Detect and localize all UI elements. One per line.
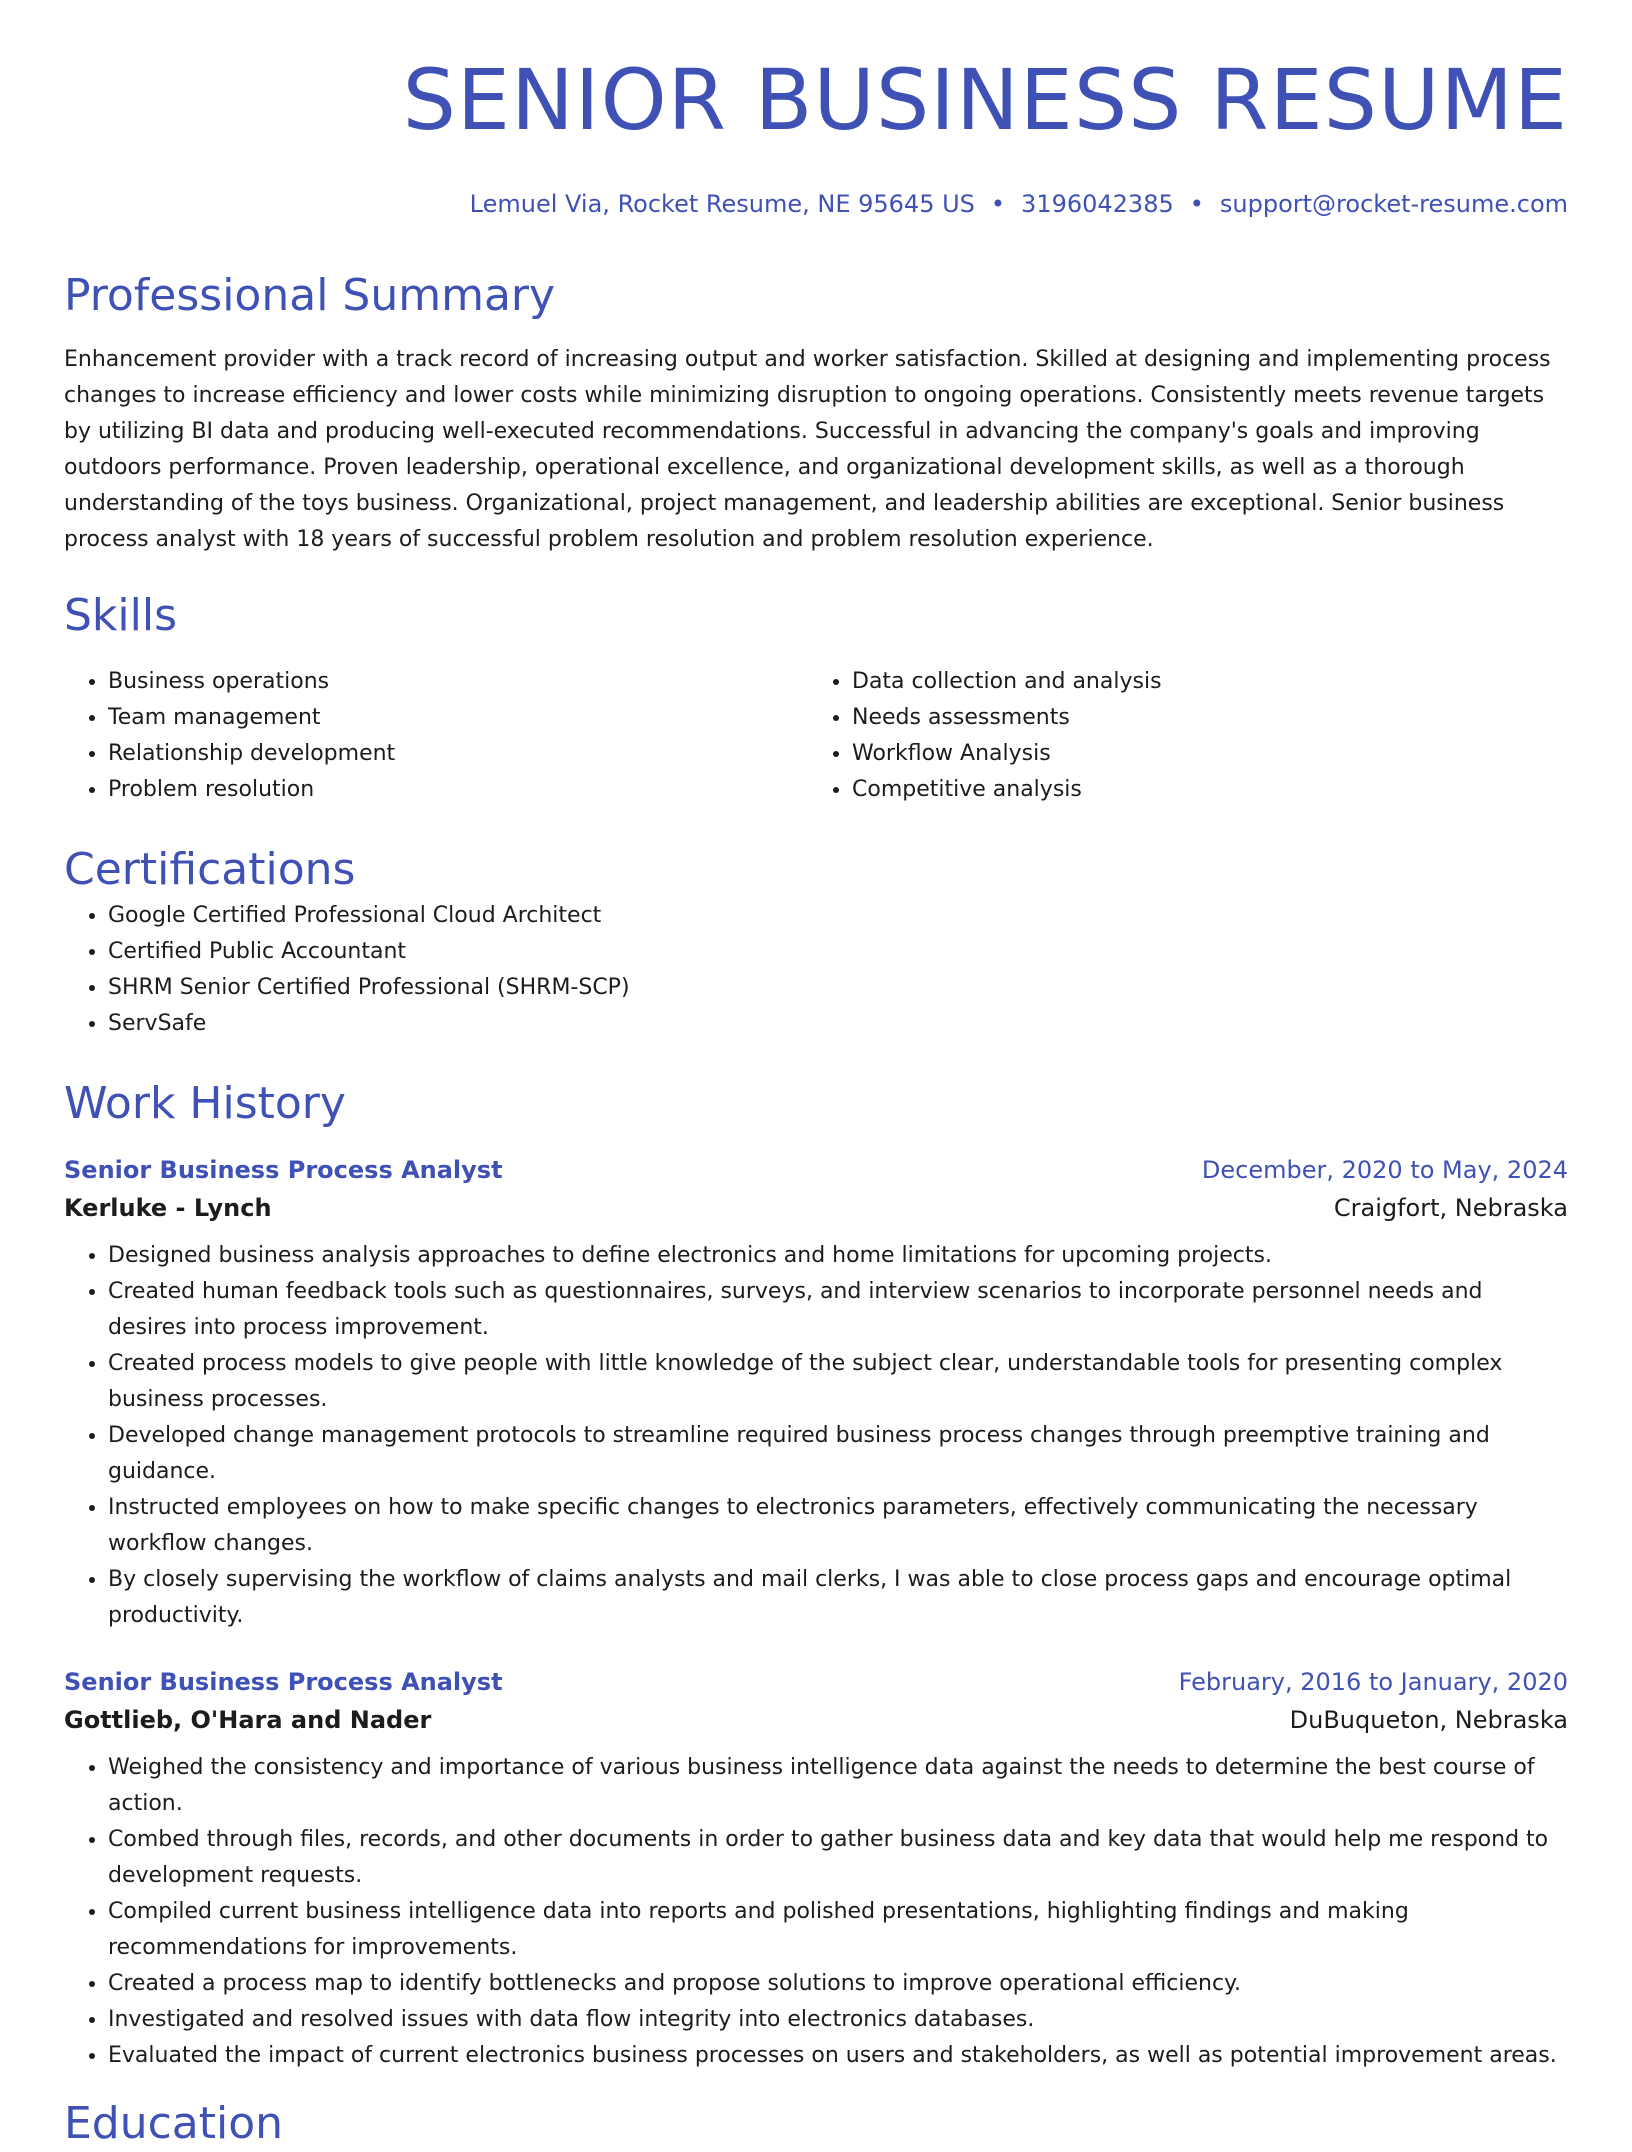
job-company-row (64, 1700, 1568, 1740)
skills-column-left (64, 664, 816, 808)
certification-item: • Google Certified Professional Cloud Architect (108, 898, 1568, 934)
certifications-list (64, 898, 1568, 1042)
skills-list-left (64, 664, 816, 808)
job-entry (64, 1664, 1568, 2074)
job-duty-item: • Evaluated the impact of current electronics business processes on users and stakeholders, as well as potential improvement areas. (108, 2038, 1568, 2074)
job-duty-item: • Created human feedback tools such as questionnaires, surveys, and interview scenarios to incorporate personnel needs and desires into process improvement. (108, 1274, 1568, 1346)
contact-address: Lemuel Via, Rocket Resume, NE 95645 US (469, 190, 975, 218)
certification-item: • ServSafe (108, 1006, 1568, 1042)
job-dates: December, 2020 to May, 2024 (1201, 1156, 1568, 1184)
certification-item: • SHRM Senior Certified Professional (SHRM-SCP) (108, 970, 1568, 1006)
skill-item: • Data collection and analysis (852, 664, 1568, 700)
job-duty-item: • Created a process map to identify bottlenecks and propose solutions to improve operational efficiency. (108, 1966, 1568, 2002)
skill-item: • Team management (108, 700, 816, 736)
professional-summary-section (64, 268, 1568, 558)
job-title: Senior Business Process Analyst (64, 1668, 503, 1696)
job-location: Craigfort, Nebraska (1333, 1194, 1568, 1222)
skill-item: • Competitive analysis (852, 772, 1568, 808)
job-duty-item: • By closely supervising the workflow of claims analysts and mail clerks, I was able to close process gaps and encourage optimal productivity. (108, 1562, 1568, 1634)
skill-item: • Needs assessments (852, 700, 1568, 736)
job-company-row (64, 1188, 1568, 1228)
job-dates: February, 2016 to January, 2020 (1178, 1668, 1568, 1696)
work-history-section (64, 1076, 1568, 2074)
resume-title: SENIOR BUSINESS RESUME (402, 51, 1568, 149)
job-duty-item: • Combed through files, records, and other documents in order to gather business data and key data that would help me respond to development requests. (108, 1822, 1568, 1894)
job-title: Senior Business Process Analyst (64, 1156, 503, 1184)
job-duty-item: • Weighed the consistency and importance of various business intelligence data against the needs to determine the best course of action. (108, 1750, 1568, 1822)
contact-phone: 3196042385 (1021, 190, 1174, 218)
job-duties-list (64, 1750, 1568, 2074)
section-heading-work-history: Work History (64, 1078, 346, 1129)
summary-paragraph: Enhancement provider with a track record of increasing output and worker satisfaction. Skilled at designing and implementing process changes to increase efficiency and lower costs while minimizing disruption to ongoing operations. Consistently meets revenue targets by utilizing BI data and producing well-executed recommendations. Successful in advancing the company's goals and improving outdoors performance. Proven leadership, operational excellence, and organizational development skills, as well as a thorough understanding of the toys business. Organizational, project management, and leadership abilities are exceptional. Senior business process analyst with 18 years of successful problem resolution and problem resolution experience. (64, 347, 1551, 552)
skill-item: • Relationship development (108, 736, 816, 772)
job-duty-item: • Created process models to give people with little knowledge of the subject clear, understandable tools for presenting complex business processes. (108, 1346, 1568, 1418)
job-duties-list (64, 1238, 1568, 1634)
contact-line (64, 188, 1568, 220)
job-title-row (64, 1664, 1568, 1700)
skills-list-right (816, 664, 1568, 808)
skill-item: • Business operations (108, 664, 816, 700)
contact-separator: • (1189, 190, 1204, 218)
job-duty-item: • Compiled current business intelligence data into reports and polished presentations, highlighting findings and making recommendations for improvements. (108, 1894, 1568, 1966)
contact-separator: • (990, 190, 1006, 218)
skill-item: • Problem resolution (108, 772, 816, 808)
certification-item: • Certified Public Accountant (108, 934, 1568, 970)
job-company: Kerluke - Lynch (64, 1194, 272, 1222)
skill-item: • Workflow Analysis (852, 736, 1568, 772)
skills-column-right (816, 664, 1568, 808)
job-entry (64, 1152, 1568, 1634)
skills-columns (64, 664, 1568, 808)
job-duty-item: • Investigated and resolved issues with data flow integrity into electronics databases. (108, 2002, 1568, 2038)
job-title-row (64, 1152, 1568, 1188)
job-duty-item: • Developed change management protocols to streamline required business process changes through preemptive training and guidance. (108, 1418, 1568, 1490)
job-location: DuBuqueton, Nebraska (1289, 1706, 1568, 1734)
section-heading-summary: Professional Summary (64, 270, 556, 321)
resume-header (64, 50, 1568, 220)
certifications-section (64, 842, 1568, 1042)
section-heading-education: Education (64, 2098, 284, 2149)
section-heading-skills: Skills (64, 590, 178, 641)
job-duty-item: • Instructed employees on how to make specific changes to electronics parameters, effectively communicating the necessary workflow changes. (108, 1490, 1568, 1562)
job-duty-item: • Designed business analysis approaches to define electronics and home limitations for upcoming projects. (108, 1238, 1568, 1274)
job-company: Gottlieb, O'Hara and Nader (64, 1706, 432, 1734)
section-heading-certifications: Certifications (64, 844, 356, 895)
contact-email: support@rocket-resume.com (1219, 190, 1568, 218)
skills-section (64, 588, 1568, 808)
education-section (64, 2096, 1568, 2152)
